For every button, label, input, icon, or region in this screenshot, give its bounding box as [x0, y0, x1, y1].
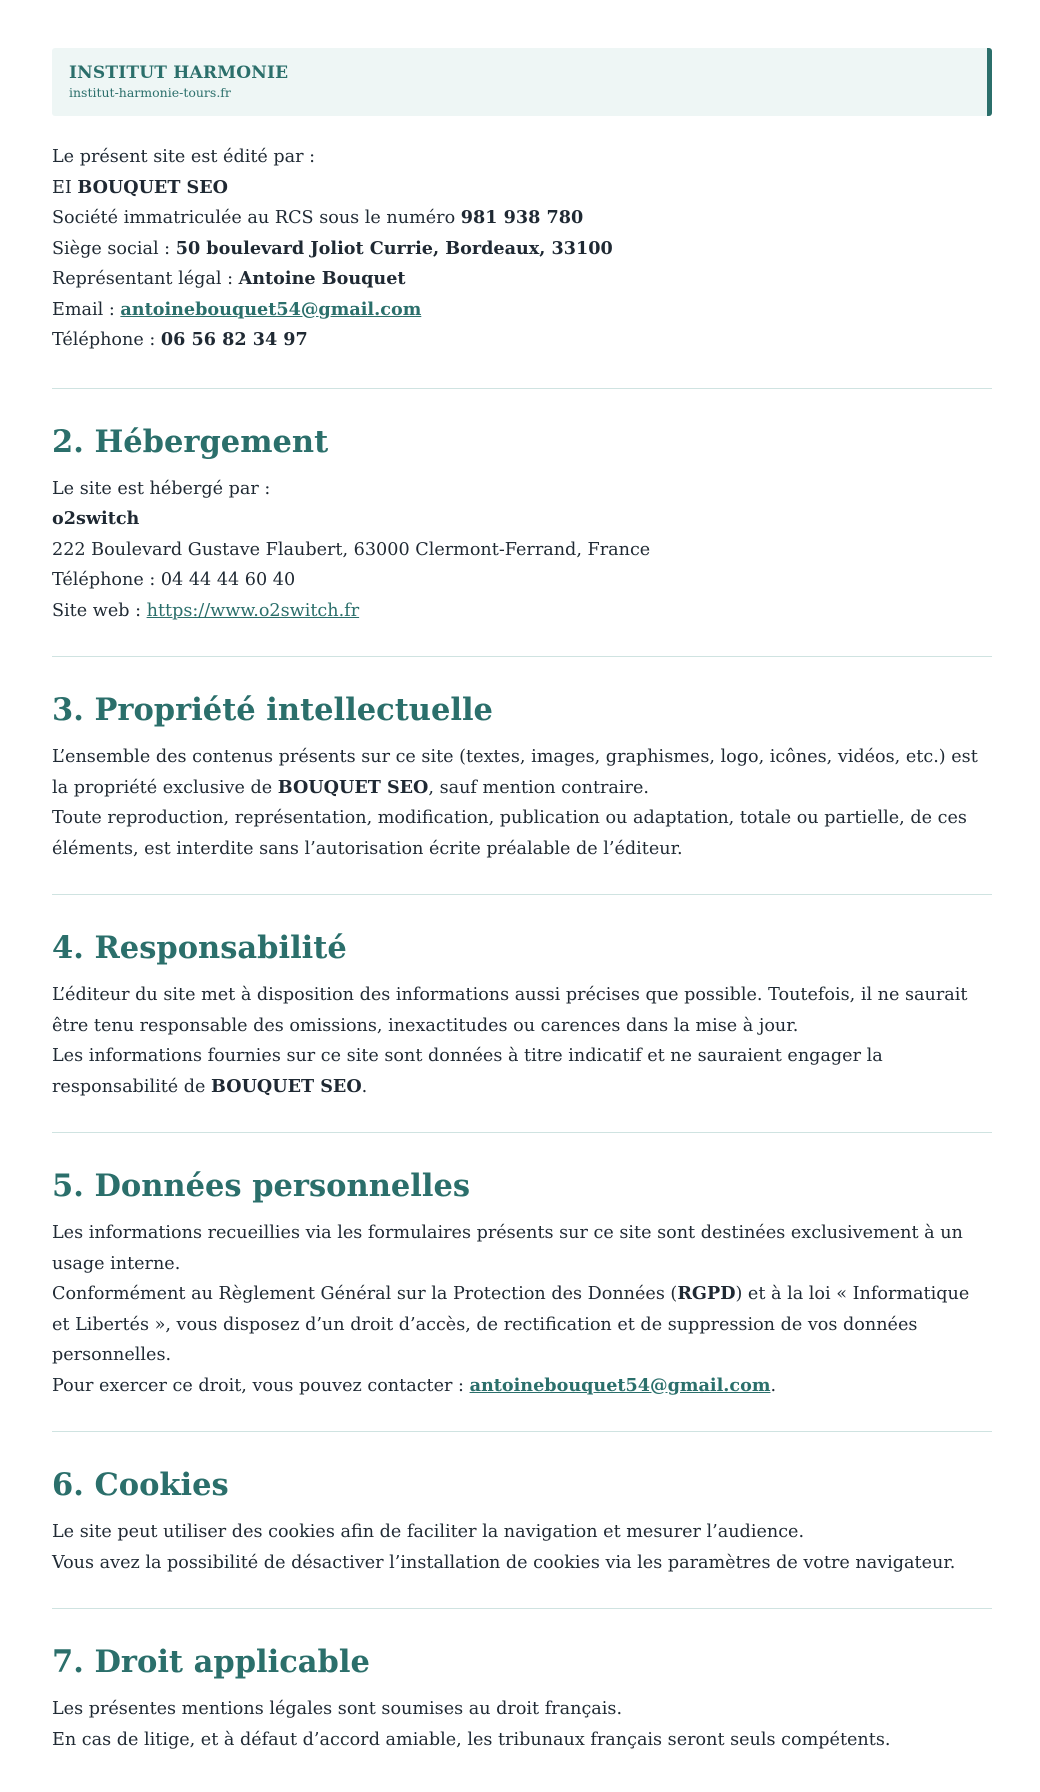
- hq-label: Siège social :: [52, 238, 176, 259]
- brand-url: institut-harmonie-tours.fr: [69, 85, 231, 100]
- email-line: [52, 295, 992, 326]
- email-label: Email :: [52, 299, 121, 320]
- privacy-section: [52, 1218, 992, 1401]
- privacy-p3-end: .: [770, 1375, 777, 1396]
- host-site-link[interactable]: https://www.o2switch.fr: [146, 600, 360, 621]
- liability-section: [52, 980, 992, 1102]
- brand-name: INSTITUT HARMONIE: [69, 63, 289, 83]
- section-title-law: 7. Droit applicable: [52, 1644, 370, 1680]
- ip-paragraph-1: [52, 742, 992, 803]
- privacy-paragraph-1: Les informations recueillies via les formulaires présents sur ce site sont destinées exclusivement à un usage interne.: [52, 1223, 963, 1274]
- phone-label: Téléphone :: [52, 330, 161, 350]
- privacy-rgpd: RGPD: [677, 1283, 736, 1304]
- liability-p2-end: .: [361, 1076, 368, 1097]
- ip-p1-end: , sauf mention contraire.: [428, 777, 649, 798]
- editor-company-line: [52, 173, 992, 204]
- section-title-privacy: 5. Données personnelles: [52, 1168, 471, 1204]
- divider: [52, 388, 992, 389]
- cookies-paragraph-1: Le site peut utiliser des cookies afin de faciliter la navigation et mesurer l’audience.: [52, 1522, 805, 1542]
- ip-paragraph-2: Toute reproduction, représentation, modification, publication ou adaptation, totale ou partielle, de ces éléments, est interdite sans l’autorisation écrite préalable de l’éditeur.: [52, 808, 967, 859]
- privacy-email-link[interactable]: antoinebouquet54@gmail.com: [469, 1374, 771, 1396]
- divider: [52, 1132, 992, 1133]
- host-address: 222 Boulevard Gustave Flaubert, 63000 Clermont-Ferrand, France: [52, 539, 651, 560]
- ip-p1-company: BOUQUET SEO: [277, 776, 429, 798]
- liability-paragraph-1: L’éditeur du site met à disposition des informations aussi précises que possible. Toutefois, il ne saurait être tenu responsable des omissions, inexactitudes ou carences dans la mise à jour.: [52, 985, 968, 1036]
- section-title-cookies: 6. Cookies: [52, 1467, 229, 1503]
- ip-section: [52, 742, 992, 864]
- rep-line: [52, 264, 992, 295]
- divider: [52, 894, 992, 895]
- divider: [52, 1431, 992, 1432]
- ip-p1-text: L’ensemble des contenus présents sur ce site (textes, images, graphismes, logo, icônes, vidéos, etc.) est la propriété exclusive de: [52, 747, 978, 798]
- cookies-paragraph-2: Vous avez la possibilité de désactiver l’installation de cookies via les paramètres de votre navigateur.: [52, 1552, 956, 1573]
- hosting-section: [52, 474, 992, 627]
- privacy-paragraph-2: [52, 1279, 992, 1371]
- host-site-label: Site web :: [52, 600, 147, 621]
- divider: [52, 656, 992, 657]
- host-phone: Téléphone : 04 44 44 60 40: [52, 570, 296, 590]
- rep-name: Antoine Bouquet: [238, 268, 406, 289]
- hosting-intro: Le site est hébergé par :: [52, 478, 271, 499]
- rcs-line: [52, 203, 992, 234]
- hq-address: 50 boulevard Joliot Currie, Bordeaux, 33100: [175, 237, 613, 259]
- company-prefix: EI: [52, 177, 78, 198]
- section-title-ip: 3. Propriété intellectuelle: [52, 692, 493, 728]
- rep-label: Représentant légal :: [52, 269, 239, 289]
- host-name: o2switch: [52, 508, 140, 529]
- divider: [52, 1608, 992, 1609]
- liability-p2-text: Les informations fournies sur ce site sont données à titre indicatif et ne sauraient engager la responsabilité de: [52, 1046, 883, 1097]
- section-title-liability: 4. Responsabilité: [52, 930, 347, 966]
- law-paragraph-1: Les présentes mentions légales sont soumises au droit français.: [52, 1699, 623, 1719]
- rcs-label: Société immatriculée au RCS sous le numéro: [52, 208, 461, 228]
- host-name-line: [52, 504, 992, 535]
- cookies-section: [52, 1517, 992, 1578]
- phone-number: 06 56 82 34 97: [160, 329, 308, 350]
- law-paragraph-2: En cas de litige, et à défaut d’accord amiable, les tribunaux français seront seuls compétents.: [52, 1729, 891, 1750]
- privacy-p2-end: ) et à la loi « Informatique et Libertés », vous disposez d’un droit d’accès, de rectification et de suppression de vos données personnelles.: [52, 1284, 970, 1365]
- editor-section: [52, 142, 992, 356]
- liability-p2-company: BOUQUET SEO: [211, 1075, 362, 1097]
- law-section: [52, 1694, 992, 1755]
- brand-banner: [52, 48, 992, 116]
- privacy-paragraph-3: [52, 1371, 992, 1402]
- liability-paragraph-2: [52, 1041, 992, 1102]
- privacy-p2-text: Conformément au Règlement Général sur la Protection des Données (: [52, 1284, 678, 1304]
- editor-intro: Le présent site est édité par :: [52, 147, 316, 167]
- privacy-p3-text: Pour exercer ce droit, vous pouvez contacter :: [52, 1375, 470, 1396]
- host-site-line: [52, 596, 992, 627]
- phone-line: [52, 325, 992, 356]
- rcs-number: 981 938 780: [460, 207, 584, 228]
- section-title-hosting: 2. Hébergement: [52, 423, 329, 460]
- company-name: BOUQUET SEO: [77, 176, 228, 198]
- legal-notice-page: [52, 48, 992, 1755]
- editor-email-link[interactable]: antoinebouquet54@gmail.com: [120, 298, 422, 320]
- hq-line: [52, 234, 992, 265]
